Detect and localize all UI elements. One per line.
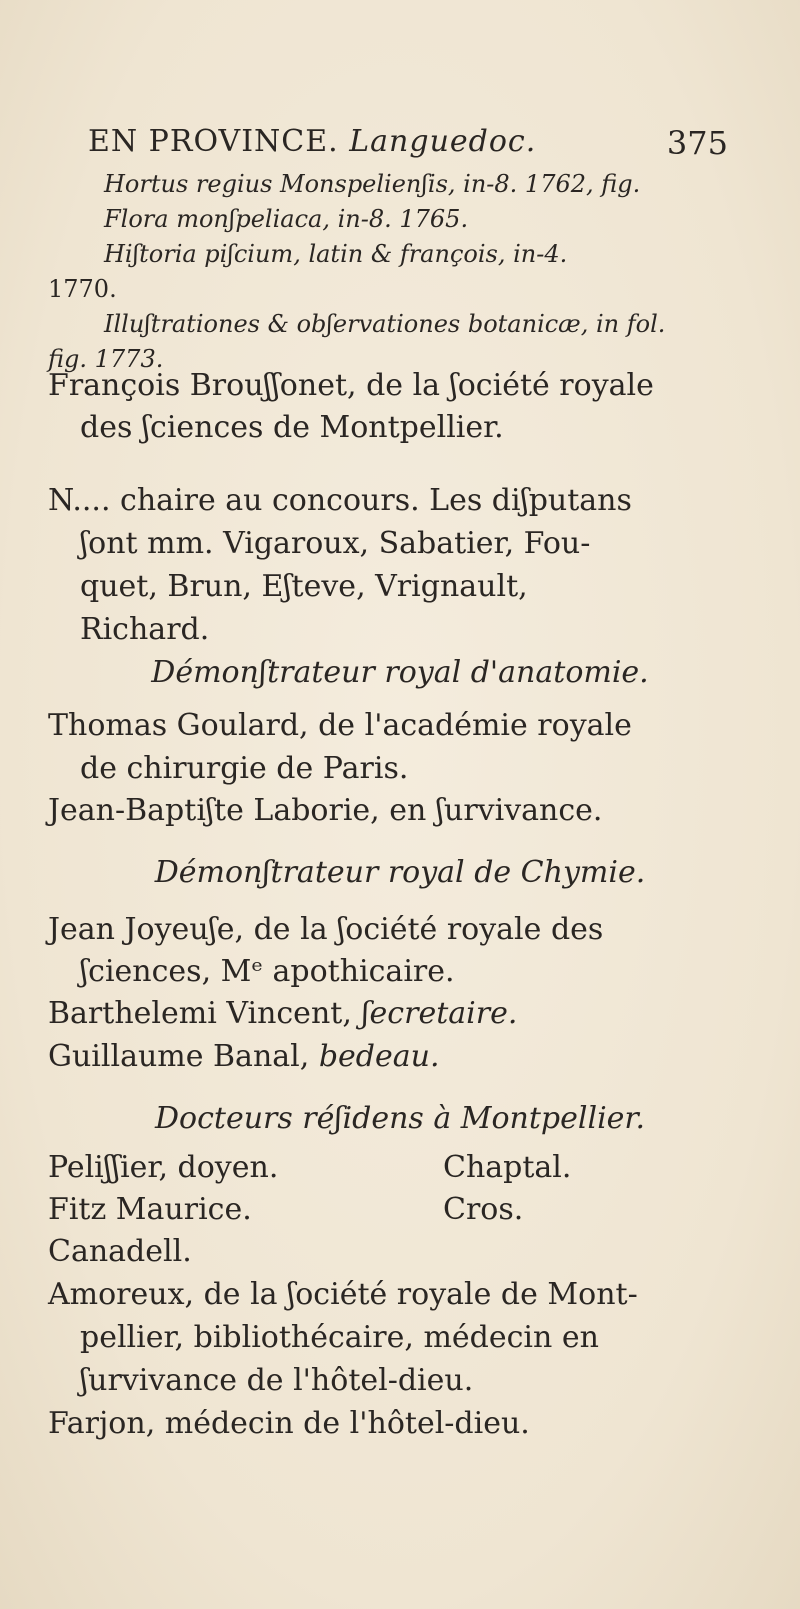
entry-line: Guillaume Banal, bedeau. bbox=[48, 1039, 440, 1074]
entry-line: Barthelemi Vincent, ʃecretaire. bbox=[48, 996, 518, 1031]
entry-line: de chirurgie de Paris. bbox=[80, 751, 409, 786]
running-header bbox=[88, 118, 728, 168]
doctor-row bbox=[48, 1192, 788, 1227]
section-heading-docteurs: Docteurs réʃidens à Montpellier. bbox=[154, 1101, 646, 1136]
entry-line: Farjon, médecin de l'hôtel-dieu. bbox=[48, 1406, 530, 1441]
entry-line: quet, Brun, Eʃteve, Vrignault, bbox=[80, 569, 528, 604]
doctor-row bbox=[48, 1150, 788, 1185]
doctor-name: Cros. bbox=[443, 1192, 524, 1227]
doctor-name: Canadell. bbox=[48, 1234, 192, 1269]
entry-line: N.... chaire au concours. Les diʃputans bbox=[48, 483, 632, 518]
entry-line: Richard. bbox=[80, 612, 210, 647]
doctor-name: Peliʃʃier, doyen. bbox=[48, 1150, 279, 1185]
entry-line: Amoreux, de la ʃociété royale de Mont- bbox=[48, 1277, 638, 1312]
doctor-name: Fitz Maurice. bbox=[48, 1192, 252, 1227]
work-line: Hortus regius Monspelienʃis, in-8. 1762, fig. bbox=[104, 170, 641, 198]
work-line: Illuʃtrationes & obʃervationes botanicæ, in fol. bbox=[104, 310, 666, 338]
entry-line: Jean-Baptiʃte Laborie, en ʃurvivance. bbox=[48, 793, 603, 828]
entry-line: ʃurvivance de l'hôtel-dieu. bbox=[80, 1363, 474, 1398]
entry-line: ʃciences, Mᵉ apothicaire. bbox=[80, 954, 455, 989]
doctor-name: Chaptal. bbox=[443, 1150, 572, 1185]
entry-line: ʃont mm. Vigaroux, Sabatier, Fou- bbox=[80, 526, 591, 561]
entry-line: Thomas Goulard, de l'académie royale bbox=[48, 708, 632, 743]
page-number: 375 bbox=[666, 124, 728, 162]
running-title-region: Languedoc. bbox=[349, 124, 537, 159]
entry-line: pellier, bibliothécaire, médecin en bbox=[80, 1320, 599, 1355]
entry-line: François Brouʃʃonet, de la ʃociété royale bbox=[48, 368, 654, 403]
work-line: Flora monʃpeliaca, in-8. 1765. bbox=[104, 205, 469, 233]
section-heading-chymie: Démonʃtrateur royal de Chymie. bbox=[154, 855, 646, 890]
section-heading-anatomie: Démonʃtrateur royal d'anatomie. bbox=[151, 655, 649, 690]
work-line: 1770. bbox=[48, 275, 117, 303]
work-line: Hiʃtoria piʃcium, latin & françois, in-4. bbox=[104, 240, 568, 268]
work-line: fig. 1773. bbox=[48, 345, 164, 373]
running-title: EN PROVINCE. Languedoc. bbox=[88, 124, 537, 159]
entry-line: Jean Joyeuʃe, de la ʃociété royale des bbox=[48, 912, 604, 947]
entry-line: des ʃciences de Montpellier. bbox=[80, 410, 504, 445]
